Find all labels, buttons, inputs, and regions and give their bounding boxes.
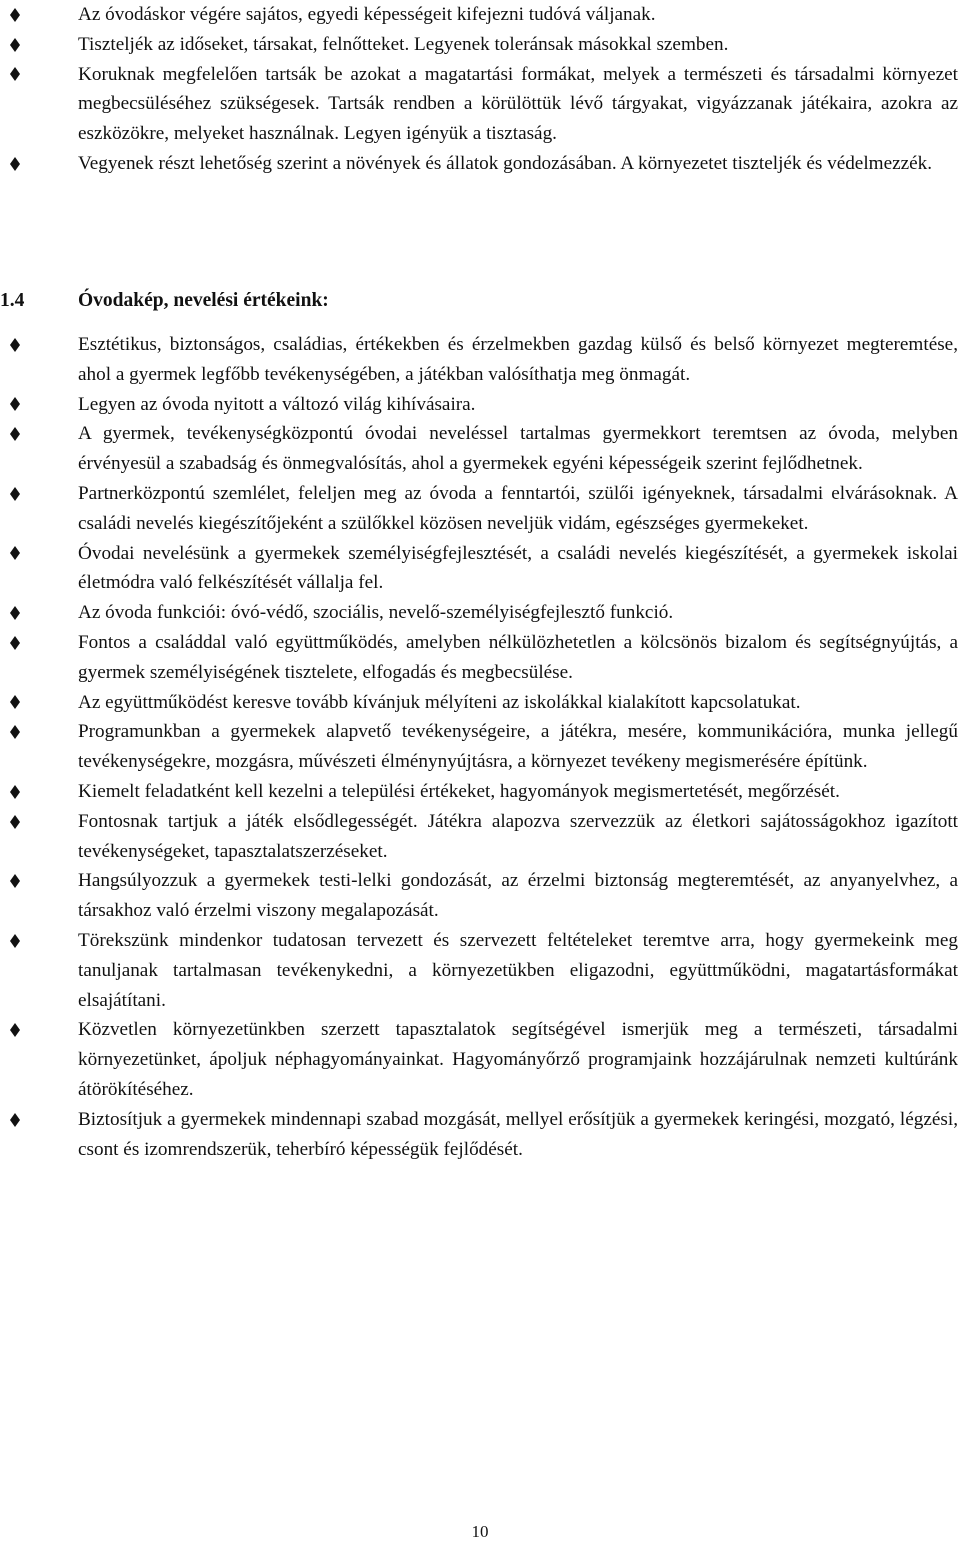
list-item-text: Programunkban a gyermekek alapvető tevékenységeire, a játékra, mesére, kommunikációra, munka jellegű tevékenységekre, mozgásra, művészeti élménynyújtásra, a környezet tevékeny megismerésére építünk. (78, 721, 958, 773)
diamond-bullet-icon (8, 1105, 22, 1135)
diamond-bullet-icon (8, 598, 22, 628)
diamond-bullet-icon (8, 866, 22, 896)
diamond-bullet-icon (8, 60, 22, 90)
top-bullet-list (8, 0, 958, 179)
list-item (8, 149, 958, 179)
list-item (8, 926, 958, 1015)
diamond-bullet-icon (8, 1015, 22, 1045)
list-item (8, 60, 958, 149)
list-item (8, 419, 958, 479)
diamond-bullet-icon (8, 390, 22, 420)
list-item-text: Az óvodáskor végére sajátos, egyedi képességeit kifejezni tudóvá váljanak. (78, 4, 656, 25)
list-item (8, 30, 958, 60)
list-item (8, 1105, 958, 1165)
list-item-text: Esztétikus, biztonságos, családias, értékekben és érzelmekben gazdag külső és belső környezet megteremtése, ahol a gyermek legfőbb tevékenységében, a játékban valósíthatja meg önmagát. (78, 334, 958, 385)
diamond-bullet-icon (8, 419, 22, 449)
diamond-bullet-icon (8, 628, 22, 658)
diamond-bullet-icon (8, 688, 22, 718)
list-item-text: Fontos a családdal való együttműködés, amelyben nélkülözhetetlen a kölcsönös bizalom és segítségnyújtás, a gyermek személyiségének tisztelete, elfogadás és megbecsülése. (78, 631, 958, 683)
list-item-text: Törekszünk mindenkor tudatosan tervezett és szervezett feltételeket teremtve arra, hogy gyermekeink meg tanuljanak tartalmasan tevékenykedni, a környezetükben eligazodni, együttműködni, magatartásformákat elsajátítani. (78, 929, 958, 1011)
list-item-text: Hangsúlyozzuk a gyermekek testi-lelki gondozását, az érzelmi biztonság megteremtését, az anyanyelvhez, a társakhoz való érzelmi viszony megalapozását. (78, 870, 958, 922)
list-item-text: Közvetlen környezetünkben szerzett tapasztalatok segítségével ismerjük meg a természeti, társadalmi környezetünket, ápoljuk néphagyományainkat. Hagyományőrző programjaink hozzájárulnak nemzeti kultúránk átörökítéséhez. (78, 1019, 958, 1100)
list-item-text: Legyen az óvoda nyitott a változó világ kihívásaira. (78, 393, 476, 415)
list-item (8, 598, 958, 628)
list-item-text: A gyermek, tevékenységközpontú óvodai neveléssel tartalmas gyermekkort teremtsen az óvoda, melyben érvényesül a szabadság és önmegvalósítás, ahol a gyermekek egyéni képességeik szerint fejlődhetnek. (78, 423, 958, 475)
main-bullet-list (8, 330, 958, 1164)
diamond-bullet-icon (8, 539, 22, 569)
list-item (8, 717, 958, 777)
list-item (8, 1015, 958, 1104)
list-item (8, 866, 958, 926)
list-item-text: Óvodai nevelésünk a gyermekek személyiségfejlesztését, a családi nevelés kiegészítését, a gyermekek iskolai életmódra való felkészítését vállalja fel. (78, 542, 958, 594)
list-item-text: Az óvoda funkciói: óvó-védő, szociális, nevelő-személyiségfejlesztő funkció. (78, 602, 674, 624)
list-item-text: Partnerközpontú szemlélet, feleljen meg az óvoda a fenntartói, szülői igényeknek, társadalmi elvárásoknak. A családi nevelés kiegészítőjeként a szülőkkel közösen neveljük vidám, egészséges gyermekeket. (78, 482, 958, 534)
list-item (8, 688, 958, 718)
diamond-bullet-icon (8, 30, 22, 60)
list-item (8, 479, 958, 539)
list-item (8, 628, 958, 688)
diamond-bullet-icon (8, 926, 22, 956)
section-number: 1.4 (0, 290, 25, 311)
list-item-text: Fontosnak tartjuk a játék elsődlegességét. Játékra alapozva szervezzük az életkori sajátosságokhoz igazított tevékenységeket, tapasztalatszerzéseket. (78, 810, 958, 862)
list-item-text: Az együttműködést keresve tovább kívánjuk mélyíteni az iskolákkal kialakított kapcsolatukat. (78, 691, 801, 713)
list-item (8, 330, 958, 390)
list-item (8, 539, 958, 599)
diamond-bullet-icon (8, 807, 22, 837)
list-item (8, 777, 958, 807)
section-title: Óvodakép, nevelési értékeink: (78, 290, 329, 311)
list-item (8, 807, 958, 867)
diamond-bullet-icon (8, 330, 22, 360)
diamond-bullet-icon (8, 777, 22, 807)
list-item (8, 0, 958, 30)
list-item-text: Biztosítjuk a gyermekek mindennapi szabad mozgását, mellyel erősítjük a gyermekek keringési, mozgató, légzési, csont és izomrendszerük, teherbíró képességük fejlődését. (78, 1108, 958, 1160)
list-item-text: Kiemelt feladatként kell kezelni a települési értékeket, hagyományok megismertetését, megőrzését. (78, 780, 840, 802)
diamond-bullet-icon (8, 0, 22, 30)
diamond-bullet-icon (8, 717, 22, 747)
diamond-bullet-icon (8, 149, 22, 179)
list-item-text: Koruknak megfelelően tartsák be azokat a magatartási formákat, melyek a természeti és társadalmi környezet megbecsüléséhez szükségesek. Tartsák rendben a körülöttük lévő tárgyakat, vigyázzanak játékaira, azokra az eszközökre, melyeket használnak. Legyen igényük a tisztaság. (78, 63, 958, 145)
diamond-bullet-icon (8, 479, 22, 509)
page-number: 10 (471, 1522, 489, 1541)
list-item (8, 390, 958, 420)
list-item-text: Tiszteljék az időseket, társakat, felnőtteket. Legyenek toleránsak másokkal szemben. (78, 33, 729, 55)
list-item-text: Vegyenek részt lehetőség szerint a növények és állatok gondozásában. A környezetet tiszteljék és védelmezzék. (78, 152, 933, 174)
